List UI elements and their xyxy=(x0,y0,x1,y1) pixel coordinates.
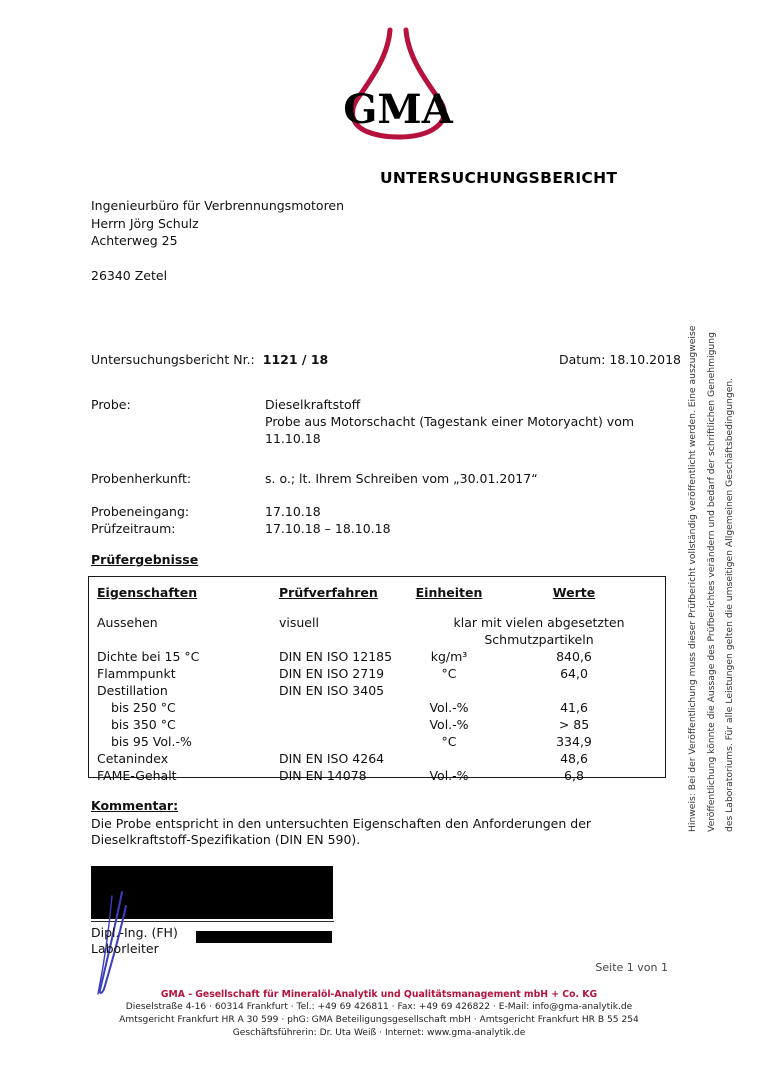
report-number-value: 1121 / 18 xyxy=(262,352,329,367)
comment-heading-colon: : xyxy=(173,798,179,813)
field-probeneingang xyxy=(91,503,321,520)
recipient-address xyxy=(91,197,344,284)
comment-body xyxy=(91,816,651,848)
cell-method: DIN EN ISO 12185 xyxy=(279,649,393,664)
table-row xyxy=(89,649,665,666)
comment-line-2: Dieselkraftstoff-Spezifikation (DIN EN 590). xyxy=(91,832,361,847)
field-pruefzeitraum xyxy=(91,520,391,537)
cell-property: Flammpunkt xyxy=(97,666,176,681)
footer-company: GMA - Gesellschaft für Mineralöl-Analytik und Qualitätsmanagement mbH + Co. KG xyxy=(160,989,598,1000)
cell-property: Dichte bei 15 °C xyxy=(97,649,200,664)
report-number-label: Untersuchungsbericht Nr.: xyxy=(91,352,255,367)
gma-logo xyxy=(328,22,468,142)
side-notice-line-2: Veröffentlichung könnte die Aussage des Prüfberichtes verändern und bedarf der schriftlichen Genehmigung xyxy=(705,332,717,832)
table-row xyxy=(89,632,665,649)
cell-property: bis 350 °C xyxy=(111,717,176,732)
cell-unit: Vol.-% xyxy=(429,717,469,732)
probe-line-2: Probe aus Motorschacht (Tagestank einer Motoryacht) vom xyxy=(265,414,635,429)
page-footer xyxy=(0,988,758,1040)
comment-heading-text: Kommentar xyxy=(91,798,174,813)
column-header-unit: Einheiten xyxy=(415,585,483,600)
address-line-2: Herrn Jörg Schulz xyxy=(91,215,199,231)
field-probenherkunft-label: Probenherkunft: xyxy=(91,471,192,486)
cell-unit: Vol.-% xyxy=(429,768,469,783)
cell-method: DIN EN ISO 2719 xyxy=(279,666,385,681)
field-probenherkunft xyxy=(91,470,538,487)
cell-method: DIN EN ISO 3405 xyxy=(279,683,385,698)
cell-value: Schmutzpartikeln xyxy=(484,632,594,647)
footer-contact: Dieselstraße 4-16 · 60314 Frankfurt · Tel.: +49 69 426811 · Fax: +49 69 426822 · E-Mail: info@gma-analytik.de xyxy=(125,1002,633,1012)
cell-property: Cetanindex xyxy=(97,751,169,766)
cell-unit: °C xyxy=(441,734,457,749)
cell-value: 41,6 xyxy=(560,700,588,715)
report-meta xyxy=(91,352,681,367)
address-line-4: 26340 Zetel xyxy=(91,267,168,283)
table-row xyxy=(89,666,665,683)
table-row xyxy=(89,734,665,751)
table-row xyxy=(89,751,665,768)
report-date: Datum: 18.10.2018 xyxy=(558,352,681,367)
cell-property: FAME-Gehalt xyxy=(97,768,177,783)
signature-role: Laborleiter xyxy=(91,941,159,956)
cell-value: 6,8 xyxy=(564,768,584,783)
cell-unit: Vol.-% xyxy=(429,700,469,715)
cell-property: bis 250 °C xyxy=(111,700,176,715)
cell-property: Destillation xyxy=(97,683,168,698)
cell-method: DIN EN 14078 xyxy=(279,768,367,783)
cell-unit: kg/m³ xyxy=(430,649,468,664)
field-probeneingang-label: Probeneingang: xyxy=(91,504,190,519)
column-header-value: Werte xyxy=(552,585,596,600)
cell-value: klar mit vielen abgesetzten xyxy=(453,615,625,630)
field-pruefzeitraum-label: Prüfzeitraum: xyxy=(91,521,176,536)
cell-method: visuell xyxy=(279,615,319,630)
signature-line xyxy=(91,921,334,922)
field-pruefzeitraum-value: 17.10.18 – 18.10.18 xyxy=(265,521,391,536)
cell-method: DIN EN ISO 4264 xyxy=(279,751,385,766)
field-probenherkunft-value: s. o.; lt. Ihrem Schreiben vom „30.01.2017“ xyxy=(265,471,538,486)
probe-line-1: Dieselkraftstoff xyxy=(265,397,361,412)
address-line-3: Achterweg 25 xyxy=(91,233,178,248)
comment-heading xyxy=(91,798,178,813)
table-row xyxy=(89,768,665,785)
footer-registry: Amtsgericht Frankfurt HR A 30 599 · phG: GMA Beteiligungsgesellschaft mbH · Amtsgericht Frankfurt HR B 55 254 xyxy=(119,1015,639,1025)
column-header-property: Eigenschaften xyxy=(97,585,198,600)
cell-value: 840,6 xyxy=(556,649,592,664)
field-probeneingang-value: 17.10.18 xyxy=(265,504,321,519)
column-header-method: Prüfverfahren xyxy=(279,585,378,600)
cell-value: 48,6 xyxy=(560,751,588,766)
field-probe xyxy=(91,396,634,447)
signature-caption xyxy=(91,925,178,957)
table-row xyxy=(89,615,665,632)
address-spacer xyxy=(91,250,344,267)
table-header-row xyxy=(89,585,665,602)
cell-property: bis 95 Vol.-% xyxy=(111,734,192,749)
results-heading: Prüfergebnisse xyxy=(91,552,199,567)
cell-value: 64,0 xyxy=(560,666,588,681)
cell-property: Aussehen xyxy=(97,615,158,630)
footer-management: Geschäftsführerin: Dr. Uta Weiß · Internet: www.gma-analytik.de xyxy=(232,1028,526,1038)
page-number: Seite 1 von 1 xyxy=(595,961,668,974)
cell-unit: °C xyxy=(441,666,457,681)
results-table xyxy=(88,576,666,783)
address-line-1: Ingenieurbüro für Verbrennungsmotoren xyxy=(91,198,345,213)
field-probe-value xyxy=(265,396,634,447)
cell-value: > 85 xyxy=(558,717,590,732)
table-row xyxy=(89,700,665,717)
table-row xyxy=(89,683,665,700)
signature-title: Dipl.-Ing. (FH) xyxy=(91,925,178,940)
probe-line-3: 11.10.18 xyxy=(265,431,321,446)
table-row xyxy=(89,717,665,734)
side-notice-line-3: des Laboratoriums. Für alle Leistungen gelten die umseitigen Allgemeinen Geschäftsbedingungen. xyxy=(724,377,735,832)
logo-wordmark: GMA xyxy=(343,86,453,133)
redaction-bar-name xyxy=(196,931,332,943)
field-probe-label: Probe: xyxy=(91,397,131,412)
page-title: UNTERSUCHUNGSBERICHT xyxy=(380,169,618,187)
side-notice xyxy=(684,152,740,832)
redaction-bar-signature xyxy=(91,866,333,919)
cell-value: 334,9 xyxy=(556,734,592,749)
side-notice-line-1: Hinweis: Bei der Veröffentlichung muss dieser Prüfbericht vollständig veröffentlicht werden. Eine auszugweise xyxy=(687,325,698,832)
comment-line-1: Die Probe entspricht in den untersuchten Eigenschaften den Anforderungen der xyxy=(91,816,592,831)
